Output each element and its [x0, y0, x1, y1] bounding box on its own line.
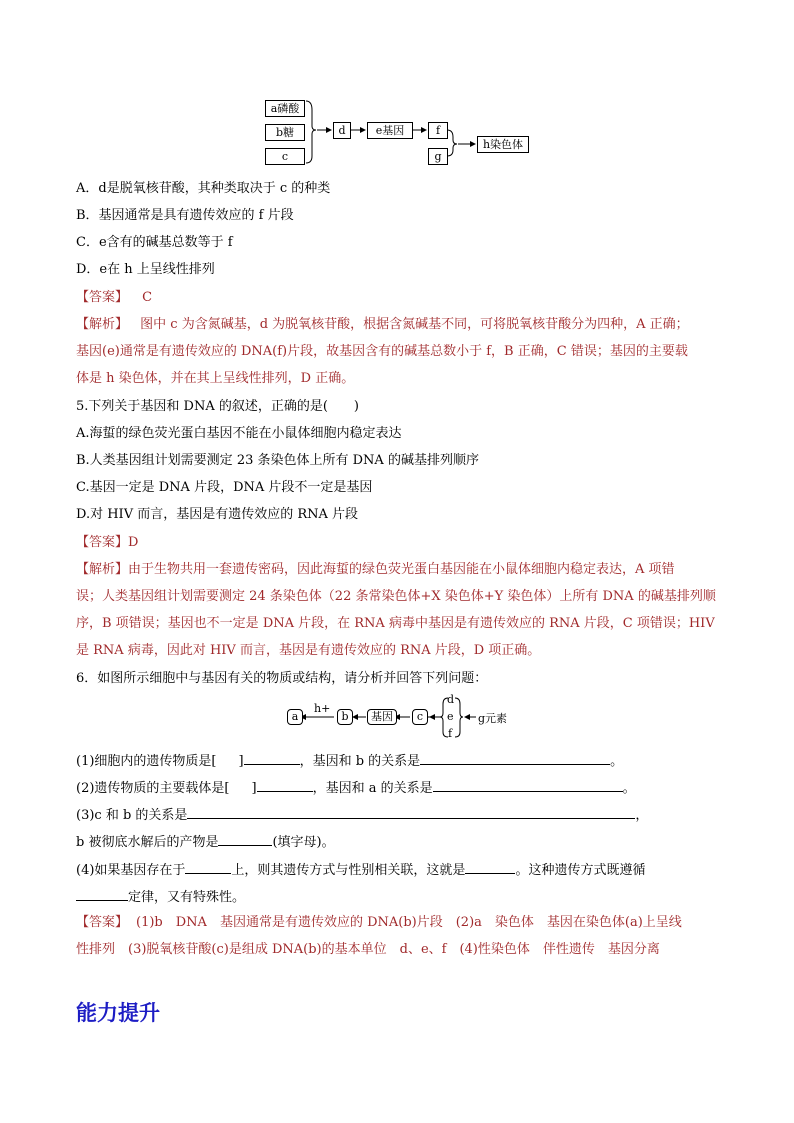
node-c: c — [412, 709, 428, 725]
q4-answer — [76, 289, 152, 307]
q5-analysis-line-2: 误；人类基因组计划需要测定 24 条染色体（22 条常染色体+X 染色体+Y 染色体）上所有 DNA 的碱基排列顺 — [76, 589, 716, 604]
node-b: b — [337, 709, 353, 725]
q6-answer-line-2: 性排列 (3)脱氧核苷酸(c)是组成 DNA(b)的基本单位 d、e、f (4)性染色体 伴性遗传 基因分离 — [76, 942, 660, 957]
answer-label: 【答案】 — [76, 290, 129, 305]
q5-analysis-line-4: 是 RNA 病毒，因此对 HIV 而言，基因是有遗传效应的 RNA 片段，D 项正确。 — [76, 643, 541, 658]
q6-2-text-a: (2)遗传物质的主要载体是[ — [76, 781, 230, 796]
analysis-text: 由于生物共用一套遗传密码，因此海蜇的绿色荧光蛋白基因能在小鼠体细胞内稳定表达，A 项错 — [128, 562, 675, 577]
node-e: e — [447, 710, 454, 723]
q6-1-text-a: (1)细胞内的遗传物质是[ — [76, 754, 217, 769]
box-d: d — [333, 122, 351, 139]
node-d: d — [447, 693, 455, 706]
q5-option-c: C.基因一定是 DNA 片段，DNA 片段不一定是基因 — [76, 480, 373, 495]
node-gene: 基因 — [367, 709, 397, 725]
q6-1-text-b: ] — [238, 754, 244, 769]
q6-subquestion-4a — [76, 859, 645, 880]
answer-value: D — [128, 535, 139, 550]
q6-2-text-b: ] — [251, 781, 257, 796]
q6-3-text-a: (3)c 和 b 的关系是 — [76, 808, 188, 823]
q6-3-blank-2[interactable] — [218, 831, 272, 846]
q6-4-blank-1[interactable] — [185, 859, 231, 874]
q5-stem: 5.下列关于基因和 DNA 的叙述，正确的是( ) — [76, 399, 359, 414]
q6-subquestion-2 — [76, 777, 636, 798]
analysis-label: 【解析】 — [76, 562, 129, 577]
q6-2-blank-3[interactable] — [433, 777, 623, 792]
section-title: 能力提升 — [76, 1001, 160, 1025]
answer-value: C — [142, 290, 153, 305]
q6-4-text-a: (4)如果基因存在于 — [76, 863, 186, 878]
box-a-phosphate: a磷酸 — [265, 100, 305, 117]
q6-stem: 6．如图所示细胞中与基因有关的物质或结构，请分析并回答下列问题： — [76, 671, 488, 686]
q5-option-b: B.人类基因组计划需要测定 23 条染色体上所有 DNA 的碱基排列顺序 — [76, 453, 479, 468]
q6-2-end: 。 — [622, 781, 636, 796]
q4-analysis-line-1 — [76, 316, 689, 334]
box-f: f — [428, 122, 448, 139]
q6-1-end: 。 — [610, 754, 624, 769]
q4-analysis-line-2: 基因(e)通常是有遗传效应的 DNA(f)片段，故基因含有的碱基总数小于 f，B 正确，C 错误；基因的主要载 — [76, 344, 688, 359]
node-a: a — [287, 709, 303, 725]
diagram2-connectors — [0, 690, 794, 740]
q6-1-blank-3[interactable] — [420, 750, 610, 765]
diagram1-connectors — [0, 0, 794, 170]
q5-option-a: A.海蜇的绿色荧光蛋白基因不能在小鼠体细胞内稳定表达 — [76, 426, 402, 441]
diagram-gene-relationship — [0, 690, 794, 740]
q6-4-text-d: 定律，又有特殊性。 — [128, 890, 246, 905]
q6-subquestion-3a — [76, 804, 648, 825]
q6-4-blank-3[interactable] — [76, 886, 128, 901]
box-g: g — [428, 148, 448, 165]
q6-3-b-end: (填字母)。 — [272, 835, 335, 850]
q6-1-blank-2[interactable] — [244, 750, 300, 765]
q6-1-blank-1[interactable] — [217, 751, 239, 765]
q6-3-blank-1[interactable] — [187, 804, 635, 819]
q6-subquestion-1 — [76, 750, 623, 771]
analysis-text: 图中 c 为含氮碱基，d 为脱氧核苷酸，根据含氮碱基不同，可将脱氧核苷酸分为四种，A 正确； — [140, 317, 689, 332]
q6-2-blank-1[interactable] — [230, 778, 252, 792]
q6-4-blank-2[interactable] — [465, 859, 515, 874]
q6-2-text-c: ，基因和 a 的关系是 — [312, 781, 433, 796]
answer-label: 【答案】 — [76, 535, 129, 550]
q4-option-b: B．基因通常是具有遗传效应的 f 片段 — [76, 208, 294, 223]
q5-analysis-line-3: 序，B 项错误；基因也不一定是 DNA 片段，在 RNA 病毒中基因是有遗传效应的 RNA 片段，C 项错误；HIV — [76, 616, 715, 631]
box-c: c — [265, 148, 305, 165]
label-h-plus: h+ — [314, 702, 331, 715]
box-e-gene: e基因 — [367, 122, 413, 139]
analysis-label: 【解析】 — [76, 317, 129, 332]
q6-4-text-c: 。这种遗传方式既遵循 — [515, 863, 646, 878]
q5-option-d: D.对 HIV 而言，基因是有遗传效应的 RNA 片段 — [76, 507, 359, 522]
q6-4-text-b: 上，则其遗传方式与性别相关联，这就是 — [231, 863, 466, 878]
q4-option-a: A．d是脱氧核苷酸，其种类取决于 c 的种类 — [76, 181, 331, 196]
q4-option-d: D．e在 h 上呈线性排列 — [76, 262, 215, 277]
q6-3-end: ， — [635, 808, 649, 823]
answer-label: 【答案】 — [76, 915, 129, 930]
q6-3-text-b: b 被彻底水解后的产物是 — [76, 835, 219, 850]
box-b-sugar: b糖 — [265, 124, 305, 141]
q6-subquestion-4b — [76, 886, 245, 907]
q6-2-blank-2[interactable] — [257, 777, 313, 792]
q6-subquestion-3b — [76, 831, 335, 852]
node-f: f — [448, 727, 453, 740]
box-h-chromosome: h染色体 — [477, 136, 529, 153]
q4-analysis-line-3: 体是 h 染色体，并在其上呈线性排列，D 正确。 — [76, 371, 355, 386]
q6-answer-line-1 — [76, 914, 682, 932]
answer-text: (1)b DNA 基因通常是有遗传效应的 DNA(b)片段 (2)a 染色体 基因在染色体(a)上呈线 — [136, 915, 682, 930]
q4-option-c: C．e含有的碱基总数等于 f — [76, 235, 233, 250]
q5-analysis-line-1 — [76, 561, 675, 579]
diagram-gene-structure — [0, 0, 794, 170]
q6-1-text-c: ，基因和 b 的关系是 — [299, 754, 421, 769]
node-g-element: g元素 — [478, 712, 508, 725]
q5-answer — [76, 534, 138, 552]
